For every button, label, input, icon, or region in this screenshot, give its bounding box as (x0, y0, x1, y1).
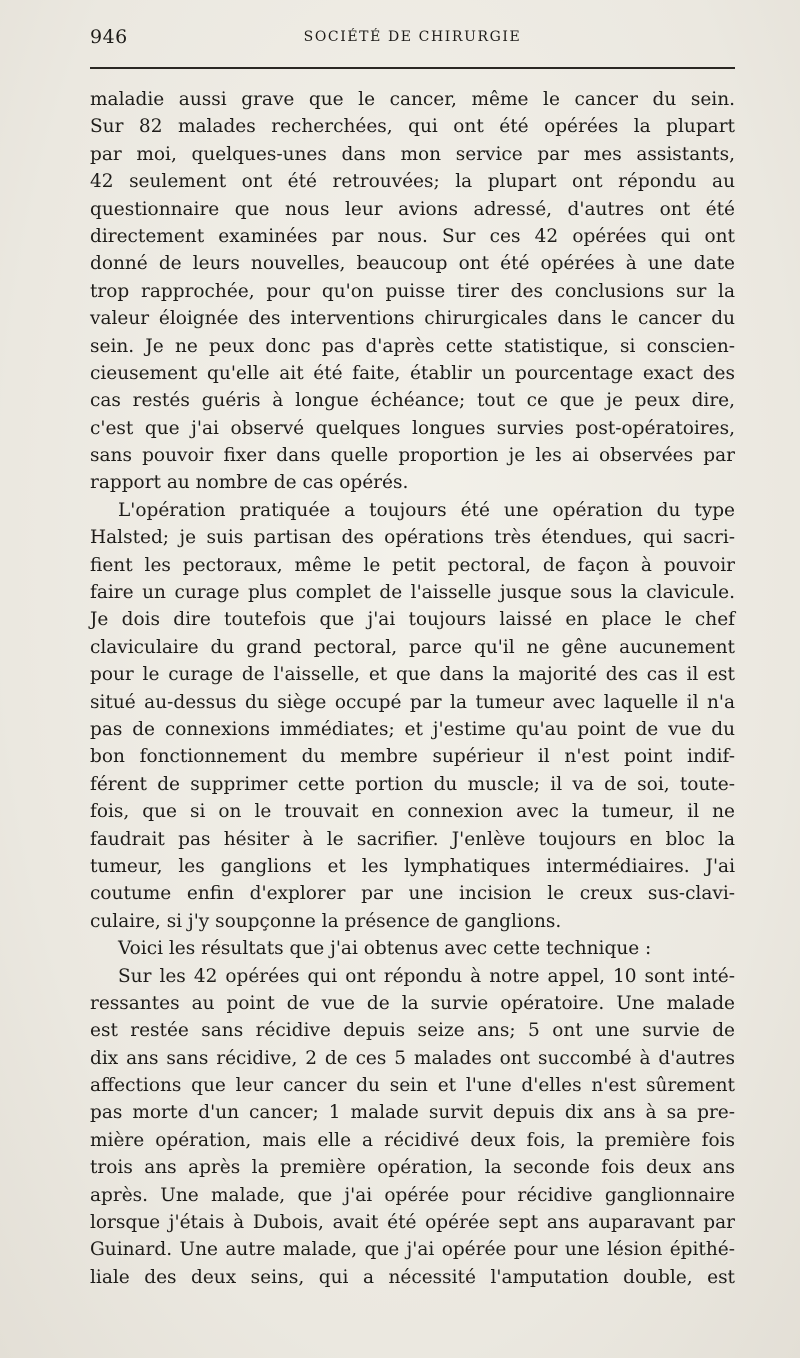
text-line: trois ans après la première opération, la seconde fois deux ans (90, 1157, 735, 1179)
text-line: Guinard. Une autre malade, que j'ai opérée pour une lésion épithé- (90, 1239, 735, 1261)
text-line: ressantes au point de vue de la survie opératoire. Une malade (90, 992, 735, 1014)
page-header (90, 26, 735, 54)
text-line: sans pouvoir fixer dans quelle proportion je les ai observées par (90, 445, 735, 467)
text-line: Voici les résultats que j'ai obtenus avec cette technique : (118, 938, 652, 960)
text-line: est restée sans récidive depuis seize ans; 5 ont une survie de (90, 1020, 735, 1042)
text-line: situé au-dessus du siège occupé par la tumeur avec laquelle il n'a (90, 691, 735, 713)
text-line: fient les pectoraux, même le petit pectoral, de façon à pouvoir (90, 554, 735, 576)
text-line: rapport au nombre de cas opérés. (90, 472, 409, 494)
text-line: Sur 82 malades recherchées, qui ont été opérées la plupart (90, 116, 735, 138)
text-line: mière opération, mais elle a récidivé deux fois, la première fois (90, 1129, 735, 1151)
text-line: liale des deux seins, qui a nécessité l'amputation double, est (90, 1266, 735, 1288)
header-rule (90, 67, 735, 69)
text-line: tumeur, les ganglions et les lymphatiques intermédiaires. J'ai (90, 855, 735, 877)
text-line: bon fonctionnement du membre supérieur il n'est point indif- (90, 746, 735, 768)
text-line: affections que leur cancer du sein et l'une d'elles n'est sûrement (90, 1075, 735, 1097)
text-line: cieusement qu'elle ait été faite, établir un pourcentage exact des (90, 362, 735, 384)
text-line: férent de supprimer cette portion du muscle; il va de soi, toute- (90, 773, 735, 795)
text-line: Je dois dire toutefois que j'ai toujours laissé en place le chef (90, 609, 735, 631)
text-line: L'opération pratiquée a toujours été une opération du type (118, 499, 735, 521)
text-line: sein. Je ne peux donc pas d'après cette statistique, si conscien- (90, 335, 735, 357)
page-number: 946 (90, 26, 128, 48)
text-line: directement examinées par nous. Sur ces 42 opérées qui ont (90, 225, 735, 247)
text-line: questionnaire que nous leur avions adressé, d'autres ont été (90, 198, 735, 220)
text-line: culaire, si j'y soupçonne la présence de ganglions. (90, 910, 562, 932)
text-line: Sur les 42 opérées qui ont répondu à notre appel, 10 sont inté- (118, 965, 735, 987)
text-line: coutume enfin d'explorer par une incision le creux sus-clavi- (90, 883, 735, 905)
text-line: après. Une malade, que j'ai opérée pour récidive ganglionnaire (90, 1184, 735, 1206)
text-line: maladie aussi grave que le cancer, même le cancer du sein. (90, 89, 735, 110)
text-line: 42 seulement ont été retrouvées; la plupart ont répondu au (90, 171, 735, 193)
text-line: pas morte d'un cancer; 1 malade survit depuis dix ans à sa pre- (90, 1102, 735, 1124)
text-line: pour le curage de l'aisselle, et que dans la majorité des cas il est (90, 664, 735, 686)
text-line: faudrait pas hésiter à le sacrifier. J'enlève toujours en bloc la (90, 828, 735, 850)
text-line: Halsted; je suis partisan des opérations très étendues, qui sacri- (90, 527, 735, 549)
text-line: valeur éloignée des interventions chirurgicales dans le cancer du (90, 308, 735, 330)
text-line: faire un curage plus complet de l'aisselle jusque sous la clavicule. (90, 582, 735, 604)
text-line: lorsque j'étais à Dubois, avait été opérée sept ans auparavant par (90, 1212, 735, 1234)
text-line: fois, que si on le trouvait en connexion avec la tumeur, il ne (90, 801, 735, 823)
text-line: claviculaire du grand pectoral, parce qu'il ne gêne aucunement (90, 636, 735, 658)
text-line: par moi, quelques-unes dans mon service par mes assistants, (90, 143, 735, 165)
text-line: pas de connexions immédiates; et j'estime qu'au point de vue du (90, 718, 735, 740)
text-line: c'est que j'ai observé quelques longues survies post-opératoires, (90, 417, 735, 439)
running-head: SOCIÉTÉ DE CHIRURGIE (303, 29, 522, 45)
text-line: dix ans sans récidive, 2 de ces 5 malades ont succombé à d'autres (90, 1047, 735, 1069)
text-line: donné de leurs nouvelles, beaucoup ont été opérées à une date (90, 253, 735, 275)
text-line: trop rapprochée, pour qu'on puisse tirer des conclusions sur la (90, 280, 735, 302)
text-line: cas restés guéris à longue échéance; tout ce que je peux dire, (90, 390, 735, 412)
body-text (90, 86, 735, 1291)
